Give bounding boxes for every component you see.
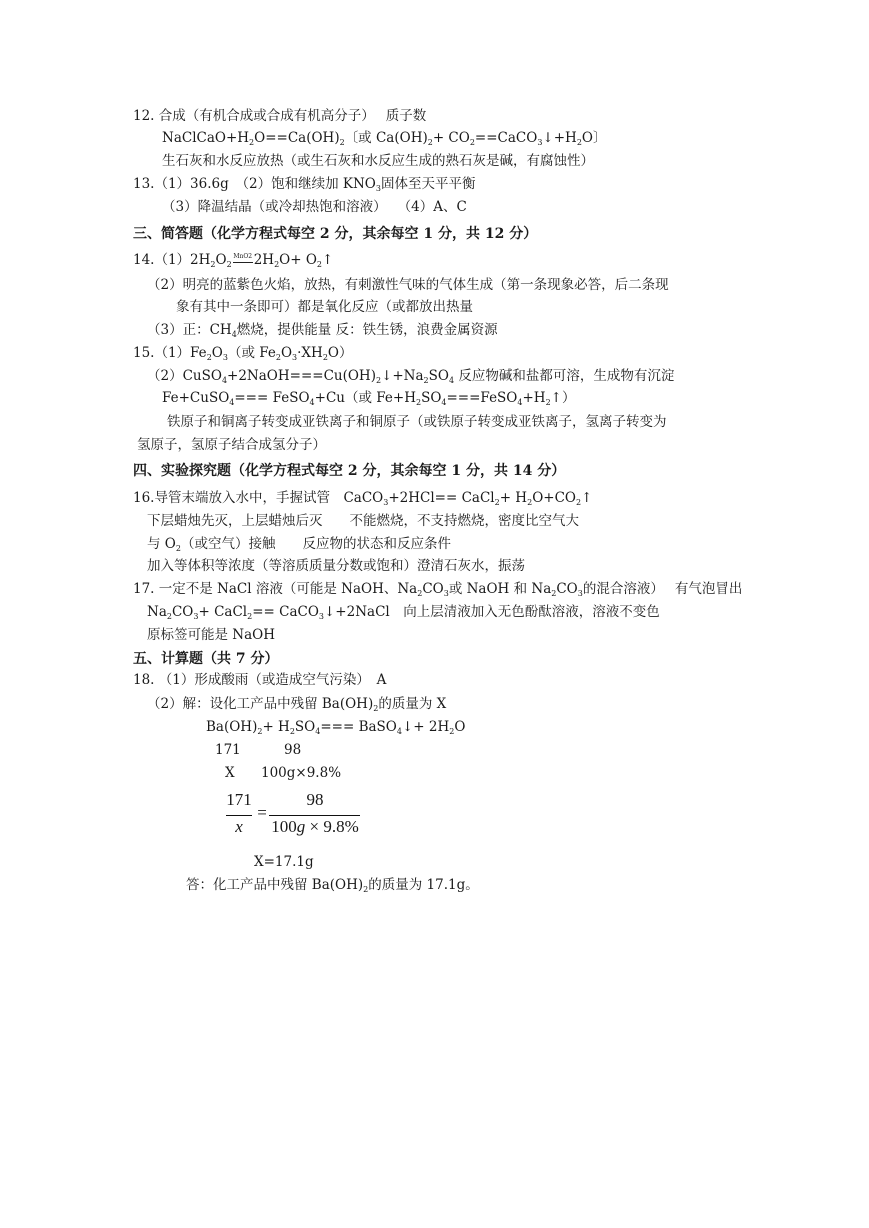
condition-bar (233, 262, 253, 263)
text: + H (262, 719, 290, 735)
left-numerator: 171 (226, 790, 252, 809)
q13-line1 (133, 175, 475, 193)
text: 三、简答题（化学方程式每空 2 分，其余每空 1 分，共 12 分） (133, 226, 538, 242)
sub: 2 (322, 353, 328, 362)
q14-line4 (147, 321, 498, 339)
q12-line3 (162, 152, 594, 170)
text: 100 (271, 817, 297, 836)
sub: 2 (275, 353, 281, 362)
equals-sign: = (257, 803, 267, 822)
text: ↓+ 2H (401, 719, 450, 735)
text: O〕 (581, 130, 607, 146)
sub: 4 (221, 376, 228, 385)
text: +Cu（或 Fe+H (314, 390, 416, 406)
q16-line4 (147, 557, 525, 575)
text: （2）解：设化工产品中残留 Ba(OH) (147, 696, 374, 712)
q16-line3 (147, 535, 451, 553)
text: 14.（1）2H (133, 252, 211, 268)
text: O (215, 252, 227, 268)
q18-answer (186, 876, 479, 894)
sub: 4 (448, 376, 455, 385)
q18-molar-mass-2: 98 (284, 742, 302, 758)
text: Na (147, 604, 167, 620)
q18-value-2: 100g×9.8% (261, 765, 342, 781)
sub: 2 (375, 376, 382, 385)
q18-proportion (225, 790, 365, 842)
sub: 2 (415, 398, 422, 407)
text: SO (428, 368, 449, 384)
reaction-condition-arrow (233, 252, 253, 267)
text: +2NaOH===Cu(OH) (227, 368, 376, 384)
q18-result: X=17.1g (254, 854, 314, 870)
sub: 3 (292, 353, 298, 362)
text: ↓+Na (381, 368, 424, 384)
sub: 2 (469, 138, 475, 147)
text: == CaCO (252, 604, 319, 620)
sub: 2 (575, 498, 582, 507)
q15-line5 (137, 436, 326, 454)
right-numerator: 98 (306, 790, 324, 809)
q12-line1 (133, 107, 426, 125)
text: + CO (432, 130, 470, 146)
sub: 2 (289, 727, 295, 736)
text: O+ O (279, 252, 317, 268)
sub: 2 (576, 138, 582, 147)
text: 12. 合成（有机合成或合成有机高分子） 质子数 (133, 108, 427, 124)
text: ↓+H (542, 130, 577, 146)
text: O+CO (532, 490, 576, 506)
sub: 2 (423, 376, 429, 385)
q15-line1 (133, 344, 353, 362)
text: O==Ca(OH) (254, 130, 340, 146)
text: O） (327, 345, 353, 361)
text: 燃烧，提供能量 反：铁生锈，浪费金属资源 (236, 322, 498, 338)
left-denominator (225, 817, 253, 837)
text: 四、实验探究题（化学方程式每空 2 分，其余每空 1 分，共 14 分） (133, 463, 566, 479)
sub: 3 (222, 353, 228, 362)
text: === FeSO (234, 390, 310, 406)
q14-line3 (176, 298, 473, 316)
sub: 2 (373, 704, 379, 713)
text: ↑ (581, 490, 593, 506)
text: 17. 一定不是 NaCl 溶液（可能是 NaOH、Na (133, 581, 418, 597)
q13-line2 (162, 198, 467, 216)
text: O (211, 345, 223, 361)
text: 铁原子和铜离子转变成亚铁离子和铜原子（或铁原子转变成亚铁离子，氢离子转变为 (167, 414, 667, 430)
text: 18. （1）形成酸雨（或造成空气污染） A (133, 672, 387, 688)
q17-line1 (133, 580, 742, 598)
section-heading-5 (133, 650, 279, 668)
sub: 2 (363, 885, 369, 894)
q18-molar-mass-1: 171 (215, 742, 241, 758)
sub: 2 (427, 138, 433, 147)
q14-line2 (147, 276, 669, 294)
text: 〔或 Ca(OH) (344, 130, 428, 146)
right-fraction-bar (269, 815, 360, 816)
text: O (454, 719, 466, 735)
sub: 2 (316, 260, 322, 269)
q15-line4 (167, 413, 667, 431)
sub: 2 (527, 498, 533, 507)
q18-line2 (147, 695, 446, 713)
q12-line2 (162, 129, 607, 147)
sub: 2 (417, 589, 423, 598)
text: CO (171, 604, 194, 620)
text: SO (421, 390, 442, 406)
sub: 2 (551, 589, 557, 598)
text: ==CaCO (474, 130, 538, 146)
sub: 4 (517, 398, 523, 407)
text: O (280, 345, 293, 361)
text: Fe+CuSO (162, 390, 230, 406)
q15-line2 (147, 367, 674, 385)
text: 的混合溶液） 有气泡冒出 (582, 581, 743, 597)
text: 2H (253, 252, 275, 268)
text: 固体至天平平衡 (380, 176, 476, 192)
sub: 4 (396, 727, 402, 736)
text: 象有其中一条即可）都是氧化反应（或都放出热量 (176, 299, 473, 315)
text: （3）降温结晶（或冷却热饱和溶液） （4）A、C (162, 199, 467, 215)
text: +2HCl== CaCl (388, 490, 495, 506)
sub: 3 (383, 498, 389, 507)
text: +H (522, 390, 546, 406)
text: 加入等体积等浓度（等溶质质量分数或饱和）澄清石灰水，振荡 (147, 558, 525, 574)
text: Ba(OH) (206, 719, 258, 735)
sub: 2 (257, 727, 263, 736)
sub: 4 (229, 398, 235, 407)
text: 下层蜡烛先灭，上层蜡烛后灭 不能燃烧，不支持燃烧，密度比空气大 (147, 513, 579, 529)
text: ↑ (322, 252, 334, 268)
text: SO (294, 719, 316, 735)
sub: 2 (175, 544, 181, 553)
text: ·XH (297, 345, 323, 361)
sub: 3 (318, 612, 324, 621)
section-heading-3 (133, 225, 537, 243)
q18-equation (206, 718, 465, 736)
text: 氢原子，氢原子结合成氢分子） (137, 437, 326, 453)
q17-line2 (147, 603, 660, 621)
sub: 2 (247, 612, 253, 621)
q16-line1 (133, 489, 592, 507)
text: （或空气）接触 反应物的状态和反应条件 (180, 536, 451, 552)
sub: 2 (545, 398, 551, 407)
text: 的质量为 X (378, 696, 447, 712)
text: NaClCaO+H (162, 130, 250, 146)
right-denominator (269, 817, 361, 837)
text: 13.（1）36.6g （2）饱和继续加 KNO (133, 176, 376, 192)
sub: 2 (449, 727, 455, 736)
text: × 9.8% (305, 817, 359, 836)
text: ↑） (550, 390, 576, 406)
text: 生石灰和水反应放热（或生石灰和水反应生成的熟石灰是碱，有腐蚀性） (162, 153, 594, 169)
text: （3）正：CH (147, 322, 232, 338)
q17-line3 (147, 626, 275, 644)
sub: 4 (309, 398, 315, 407)
section-heading-4 (133, 462, 565, 480)
sub: 2 (166, 612, 172, 621)
text: （2）CuSO (147, 368, 222, 384)
sub: 2 (206, 353, 212, 362)
text: 反应物碱和盐都可溶，生成物有沉淀 (454, 368, 675, 384)
sub: 2 (274, 260, 280, 269)
var-x: x (235, 817, 243, 836)
sub: 4 (231, 330, 237, 339)
text: 答：化工产品中残留 Ba(OH) (186, 877, 364, 893)
text: + CaCl (198, 604, 248, 620)
text: 或 NaOH 和 Na (448, 581, 552, 597)
sub: 4 (315, 727, 321, 736)
text: 与 O (147, 536, 176, 552)
text: 16.导管末端放入水中，手握试管 CaCO (133, 490, 384, 506)
sub: 2 (226, 260, 232, 269)
text: + H (499, 490, 528, 506)
text: ===FeSO (446, 390, 518, 406)
text: （或 Fe (227, 345, 276, 361)
text: CO (422, 581, 444, 597)
text: （2）明亮的蓝紫色火焰，放热，有刺激性气味的气体生成（第一条现象必答，后二条现 (147, 277, 669, 293)
text: 五、计算题（共 7 分） (133, 651, 279, 667)
text: 15.（1）Fe (133, 345, 207, 361)
q15-line3 (162, 389, 575, 407)
sub: 2 (339, 138, 345, 147)
sub: 4 (441, 398, 447, 407)
text: 原标签可能是 NaOH (147, 627, 275, 643)
q18-line1 (133, 671, 386, 689)
sub: 3 (577, 589, 583, 598)
sub: 3 (193, 612, 199, 621)
sub: 3 (443, 589, 449, 598)
condition-label: MnO2 (233, 252, 253, 260)
text: === BaSO (320, 719, 397, 735)
sub: 3 (375, 184, 381, 193)
q18-value-1: X (225, 765, 235, 781)
q16-line2 (147, 512, 579, 530)
q14-line1 (133, 251, 333, 269)
left-fraction-bar (226, 815, 252, 816)
sub: 2 (249, 138, 255, 147)
text: CO (556, 581, 578, 597)
unit-g: g (296, 817, 306, 836)
sub: 3 (537, 138, 543, 147)
text: 的质量为 17.1g。 (368, 877, 479, 893)
text: ↓+2NaCl 向上层清液加入无色酚酞溶液，溶液不变色 (324, 604, 660, 620)
sub: 2 (210, 260, 216, 269)
sub: 2 (494, 498, 500, 507)
